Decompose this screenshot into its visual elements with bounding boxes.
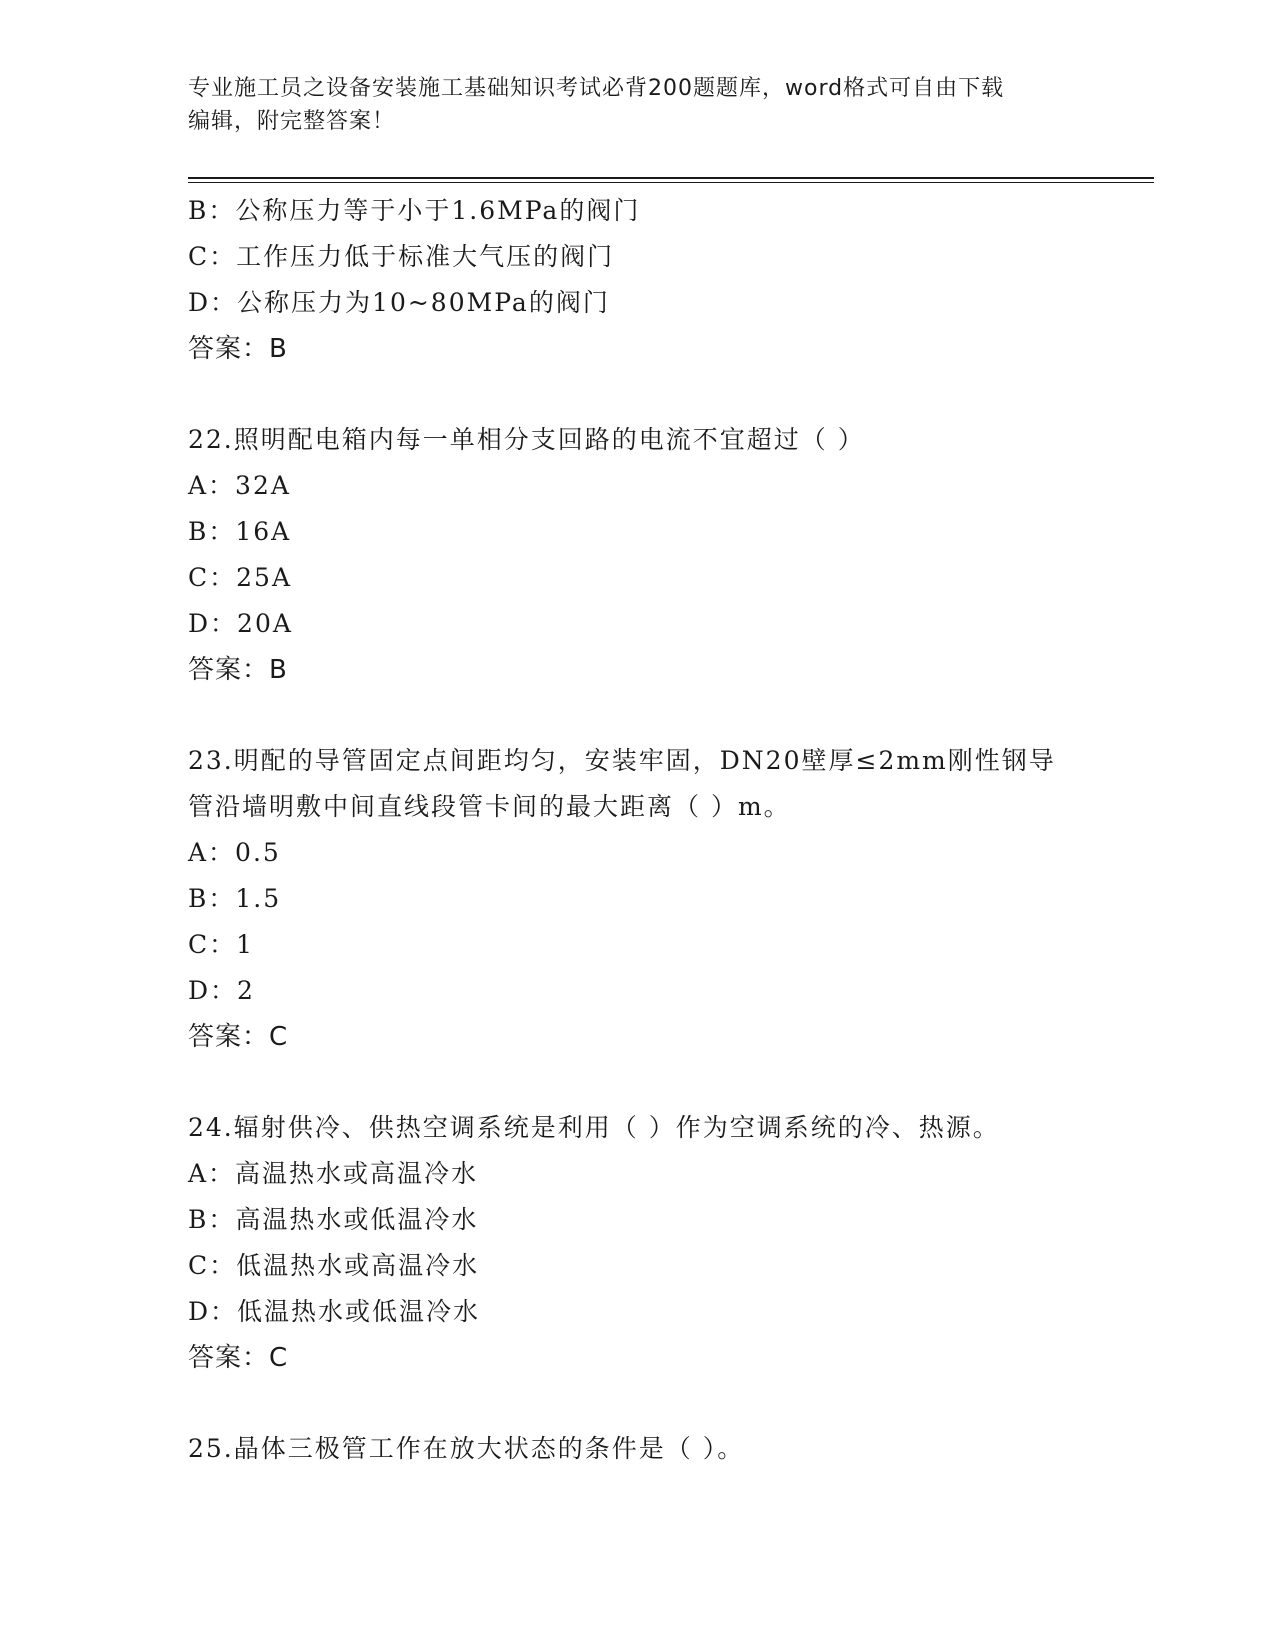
option-b: B：16A [188, 517, 292, 546]
header-title-line-1: 专业施工员之设备安装施工基础知识考试必背200题题库，word格式可自由下载 [188, 76, 1005, 101]
option-c: C：25A [188, 563, 292, 592]
document-header [188, 72, 1088, 138]
header-divider-thin [188, 182, 1154, 183]
question-stem: 22.照明配电箱内每一单相分支回路的电流不宜超过（ ） [188, 425, 865, 454]
question-25 [188, 1426, 1088, 1472]
question-stem: 24.辐射供冷、供热空调系统是利用（ ）作为空调系统的冷、热源。 [188, 1113, 1000, 1142]
option-c: C：1 [188, 930, 255, 959]
answer: 答案：B [188, 334, 288, 364]
spacer [188, 372, 1088, 417]
question-stem-line-2: 管沿墙明敷中间直线段管卡间的最大距离（ ）m。 [188, 792, 791, 821]
option-d: D：公称压力为10~80MPa的阀门 [188, 288, 610, 317]
answer: 答案：C [188, 1022, 289, 1052]
option-b: B：高温热水或低温冷水 [188, 1205, 479, 1234]
header-divider-thick [188, 177, 1154, 179]
answer: 答案：B [188, 655, 288, 685]
option-a: A：32A [188, 471, 291, 500]
option-d: D：低温热水或低温冷水 [188, 1297, 481, 1326]
spacer [188, 1381, 1088, 1426]
question-stem-line-1: 23.明配的导管固定点间距均匀，安装牢固，DN20壁厚≤2mm刚性钢导 [188, 746, 1056, 775]
question-23 [188, 738, 1088, 1060]
option-d: D：2 [188, 976, 255, 1005]
header-title-line-2: 编辑，附完整答案！ [188, 109, 396, 134]
option-c: C：低温热水或高温冷水 [188, 1251, 480, 1280]
option-a: A：高温热水或高温冷水 [188, 1159, 479, 1188]
question-24 [188, 1105, 1088, 1381]
option-c: C：工作压力低于标准大气压的阀门 [188, 242, 615, 271]
answer: 答案：C [188, 1343, 289, 1373]
option-b: B：1.5 [188, 884, 282, 913]
question-21 [188, 188, 1088, 372]
spacer [188, 693, 1088, 738]
option-b: B：公称压力等于小于1.6MPa的阀门 [188, 196, 641, 225]
option-d: D：20A [188, 609, 293, 638]
question-list [188, 188, 1088, 1472]
question-22 [188, 417, 1088, 693]
question-stem: 25.晶体三极管工作在放大状态的条件是（ ）。 [188, 1434, 745, 1463]
option-a: A：0.5 [188, 838, 281, 867]
spacer [188, 1060, 1088, 1105]
